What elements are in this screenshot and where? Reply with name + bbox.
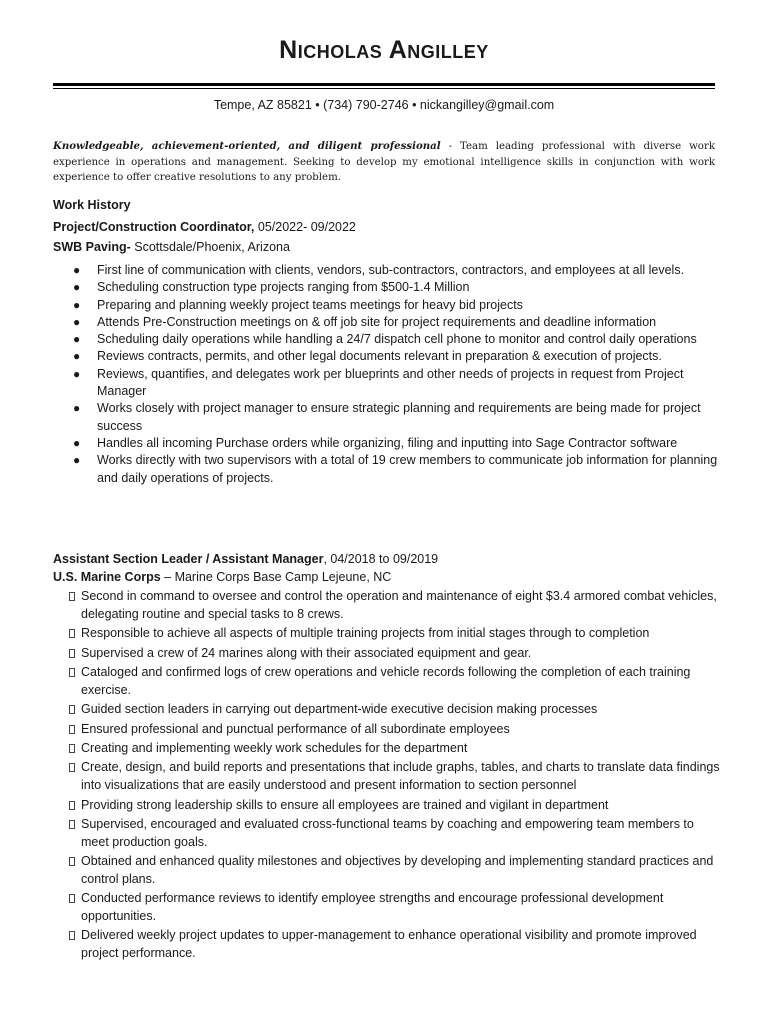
list-item: ● Scheduling construction type projects ranging from $500-1.4 Million (53, 279, 723, 296)
list-item: Create, design, and build reports and presentations that include graphs, tables, and charts to translate data findings into visualizations that are easily understood and present information to section personnel (53, 759, 723, 795)
bullet-icon: ● (73, 263, 81, 277)
bullet-icon: ● (73, 280, 81, 295)
list-item: Creating and implementing weekly work schedules for the department (53, 740, 723, 758)
list-item: ● Works directly with two supervisors with a total of 19 crew members to communicate job information for planning and daily operations of projects. (73, 453, 718, 485)
list-item: ● First line of communication with clients, vendors, sub-contractors, contractors, and employees at all levels. (53, 262, 723, 279)
job1-location: Scottsdale/Phoenix, Arizona (130, 240, 290, 254)
missing-glyph-icon (69, 820, 75, 829)
list-item: ● Attends Pre-Construction meetings on & off job site for project requirements and deadline information (53, 314, 723, 331)
list-item: ● Reviews contracts, permits, and other legal documents relevant in preparation & execution of projects. (53, 348, 723, 365)
job1-employer: SWB Paving- (53, 240, 131, 254)
job2-title: Assistant Section Leader / Assistant Manager (53, 552, 324, 566)
header-rule-thick (53, 83, 715, 86)
bullet-icon: ● (73, 314, 81, 329)
job2-bullet-list (53, 588, 723, 965)
bullet-icon: ● (73, 453, 81, 468)
list-item: ● Scheduling daily operations while handling a 24/7 dispatch cell phone to monitor and control daily operations (53, 331, 723, 348)
professional-summary (53, 139, 715, 186)
job1-title-line (53, 220, 356, 234)
list-item: Delivered weekly project updates to upper-management to enhance operational visibility and promote improved project performance. (53, 927, 723, 963)
candidate-name: Nicholas Angilley (279, 36, 489, 64)
list-item: Cataloged and confirmed logs of crew operations and vehicle records following the completion of each training exercise. (53, 664, 723, 700)
missing-glyph-icon (69, 592, 75, 601)
list-item: Supervised, encouraged and evaluated cross-functional teams by coaching and empowering team members to meet production goals. (53, 816, 723, 852)
job2-title-line (53, 552, 438, 566)
missing-glyph-icon (69, 649, 75, 658)
bullet-icon: ● (73, 401, 81, 416)
job1-dates: 05/2022- 09/2022 (254, 220, 356, 234)
bullet-icon: ● (73, 349, 81, 364)
list-item: ● Reviews, quantifies, and delegates work per blueprints and other needs of projects in request from Project Manager (73, 366, 684, 399)
contact-line: Tempe, AZ 85821 • (734) 790-2746 • nickangilley@gmail.com (213, 98, 555, 112)
bullet-icon: ● (73, 332, 81, 347)
list-item: Providing strong leadership skills to ensure all employees are trained and vigilant in department (53, 797, 723, 815)
job2-employer: U.S. Marine Corps (53, 570, 161, 584)
missing-glyph-icon (69, 801, 75, 810)
list-item: Ensured professional and punctual performance of all subordinate employees (53, 721, 723, 739)
job2-employer-line (53, 570, 391, 584)
work-history-heading: Work History (53, 198, 131, 212)
job2-location: – Marine Corps Base Camp Lejeune, NC (160, 570, 392, 584)
bullet-icon: ● (73, 297, 81, 312)
list-item: Second in command to oversee and control the operation and maintenance of eight $3.4 armored combat vehicles, delegating routine and special tasks to 8 crews. (53, 588, 723, 624)
missing-glyph-icon (69, 744, 75, 753)
job2-dates: , 04/2018 to 09/2019 (323, 552, 439, 566)
missing-glyph-icon (69, 705, 75, 714)
list-item: ● Works closely with project manager to ensure strategic planning and requirements are being made for project success (73, 401, 701, 433)
list-item: ● Preparing and planning weekly project teams meetings for heavy bid projects (53, 297, 723, 314)
missing-glyph-icon (69, 629, 75, 638)
list-item: ● Handles all incoming Purchase orders while organizing, filing and inputting into Sage Contractor software (53, 435, 723, 452)
job1-employer-line (53, 240, 290, 254)
missing-glyph-icon (69, 668, 75, 677)
list-item: Guided section leaders in carrying out department-wide executive decision making processes (53, 701, 723, 719)
list-item: Conducted performance reviews to identify employee strengths and encourage professional development opportunities. (53, 890, 723, 926)
bullet-icon: ● (73, 366, 81, 381)
missing-glyph-icon (69, 857, 75, 866)
list-item: Obtained and enhanced quality milestones and objectives by developing and implementing standard practices and control plans. (53, 853, 723, 889)
job1-bullet-list (53, 262, 723, 487)
list-item: Supervised a crew of 24 marines along with their associated equipment and gear. (53, 645, 723, 663)
list-item: Responsible to achieve all aspects of multiple training projects from initial stages through to completion (53, 625, 723, 643)
header-rule-thin (53, 88, 715, 89)
summary-lead: Knowledgeable, achievement-oriented, and diligent professional (53, 140, 441, 152)
missing-glyph-icon (69, 725, 75, 734)
summary-body: - Team leading professional with diverse work experience in operations and management. Seeking to develop my emotional intelligence skills in conjunction with work experience to offer creative resolutions to any problem. (53, 141, 715, 184)
missing-glyph-icon (69, 931, 75, 940)
bullet-icon: ● (73, 435, 81, 450)
missing-glyph-icon (69, 894, 75, 903)
job1-title: Project/Construction Coordinator, (53, 220, 255, 234)
missing-glyph-icon (69, 763, 75, 772)
